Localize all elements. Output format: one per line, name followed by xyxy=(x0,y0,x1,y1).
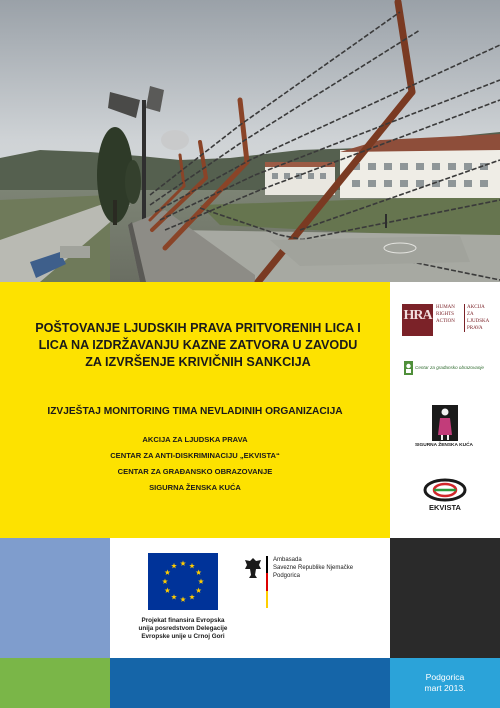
eu-funding-text xyxy=(120,617,246,641)
color-block-dark xyxy=(390,538,500,658)
publication-city: Podgorica xyxy=(425,672,465,682)
hra-logo-local xyxy=(464,304,492,332)
german-eagle-icon xyxy=(244,556,262,580)
color-block-blue xyxy=(0,538,110,658)
german-flag-icon xyxy=(266,556,268,608)
report-subtitle: IZVJEŠTAJ MONITORING TIMA NEVLADINIH ORGANIZACIJA xyxy=(47,406,343,417)
organization-item: AKCIJA ZA LJUDSKA PRAVA xyxy=(142,435,248,444)
cover-photo xyxy=(0,0,500,282)
szk-logo-text: SIGURNA ŽENSKA KUĆA xyxy=(414,443,473,448)
organization-item: CENTAR ZA GRAĐANSKO OBRAZOVANJE xyxy=(117,467,273,476)
hra-logo-english xyxy=(436,304,455,325)
eu-flag-icon xyxy=(148,553,218,610)
funding-panel xyxy=(110,538,390,658)
cgo-logo-icon xyxy=(404,361,413,375)
color-block-green xyxy=(0,658,110,708)
ekvista-logo-icon xyxy=(417,478,473,504)
prison-yard-barbed-wire-photo xyxy=(0,0,500,282)
title-panel xyxy=(0,282,390,538)
hra-logo-word: LJUDSKA xyxy=(467,319,490,324)
hra-logo-word: PRAVA xyxy=(467,326,483,331)
hra-logo-word: ACTION xyxy=(436,319,455,324)
publication-date: mart 2013. xyxy=(424,683,466,693)
publication-info xyxy=(390,658,500,708)
organization-item: SIGURNA ŽENSKA KUĆA xyxy=(149,483,241,492)
hra-logo-word: HUMAN xyxy=(436,305,455,310)
report-title xyxy=(28,320,368,371)
szk-logo xyxy=(412,405,476,451)
hra-logo xyxy=(402,304,492,336)
embassy-line: Savezne Republike Njemačke xyxy=(273,565,354,571)
ekvista-logo-text: EKVISTA xyxy=(429,503,461,512)
title-line: ZA IZVRŠENJE KRIVIČNIH SANKCIJA xyxy=(85,355,311,369)
title-line: LICA NA IZDRŽAVANJU KAZNE ZATVORA U ZAVODU xyxy=(38,338,358,352)
title-line: POŠTOVANJE LJUDSKIH PRAVA PRITVORENIH LICA I xyxy=(35,321,361,335)
embassy-line: Podgorica xyxy=(273,573,301,579)
color-block-navy xyxy=(110,658,390,708)
organization-item: CENTAR ZA ANTI-DISKRIMINACIJU „EKVISTA“ xyxy=(110,451,280,460)
szk-figure-icon xyxy=(432,405,458,441)
hra-logo-word: RIGHTS xyxy=(436,312,455,317)
cgo-logo xyxy=(404,361,496,375)
eu-funding-line: Evropske unije u Crnoj Gori xyxy=(141,633,225,640)
organizations-list xyxy=(10,432,380,496)
hra-logo-word: AKCIJA ZA xyxy=(467,305,485,317)
eu-funding-line: unija posredstvom Delegacije xyxy=(138,625,228,632)
ekvista-logo xyxy=(417,478,473,518)
cgo-logo-text: Centar za građansko obrazovanje xyxy=(415,365,484,370)
embassy-line: Ambasada xyxy=(273,557,302,563)
hra-logo-letters: HRA xyxy=(403,308,432,323)
partner-logos xyxy=(390,282,500,538)
eu-funding-line: Projekat finansira Evropska xyxy=(141,617,225,624)
embassy-text xyxy=(273,556,353,580)
